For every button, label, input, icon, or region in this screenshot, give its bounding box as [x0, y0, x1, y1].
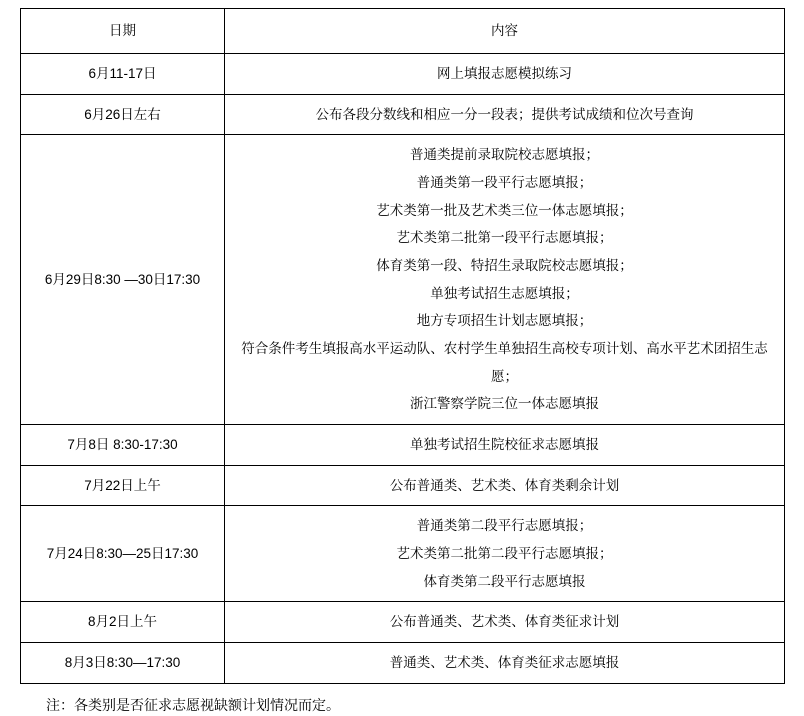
content-line: 公布普通类、艺术类、体育类剩余计划	[389, 477, 620, 493]
table-note: 注：各类别是否征求志愿视缺额计划情况而定。	[46, 696, 340, 713]
content-line: 艺术类第一批及艺术类三位一体志愿填报；	[376, 202, 633, 218]
content-lines	[229, 60, 780, 88]
table-row	[21, 506, 785, 602]
content-line: 公布各段分数线和相应一分一段表；提供考试成绩和位次号查询	[315, 106, 694, 122]
content-line: 体育类第一段、特招生录取院校志愿填报；	[376, 258, 633, 274]
header-content: 内容	[225, 9, 785, 54]
content-line: 艺术类第二批第一段平行志愿填报；	[396, 230, 613, 246]
cell-date: 7月24日8:30—25日17:30	[21, 506, 225, 602]
table-row	[21, 643, 785, 684]
content-line: 单独考试招生志愿填报；	[430, 285, 579, 301]
content-line: 公布普通类、艺术类、体育类征求计划	[389, 614, 620, 630]
content-lines	[229, 649, 780, 677]
content-line: 地方专项招生计划志愿填报；	[416, 313, 593, 329]
header-date: 日期	[21, 9, 225, 54]
content-line: 体育类第二段平行志愿填报	[423, 573, 586, 589]
cell-content	[225, 54, 785, 95]
content-line: 普通类第一段平行志愿填报；	[416, 175, 593, 191]
table-row	[21, 425, 785, 466]
cell-date: 6月26日左右	[21, 94, 225, 135]
table-row	[21, 135, 785, 425]
content-line: 符合条件考生填报高水平运动队、农村学生单独招生高校专项计划、高水平艺术团招生志愿；	[241, 341, 768, 384]
content-lines	[229, 608, 780, 636]
cell-date: 8月2日上午	[21, 602, 225, 643]
content-lines	[229, 101, 780, 129]
cell-content	[225, 506, 785, 602]
cell-content	[225, 602, 785, 643]
cell-date: 6月29日8:30 —30日17:30	[21, 135, 225, 425]
table-row	[21, 602, 785, 643]
cell-content	[225, 643, 785, 684]
schedule-table	[20, 8, 785, 684]
content-line: 普通类第二段平行志愿填报；	[416, 518, 593, 534]
cell-date: 6月11-17日	[21, 54, 225, 95]
content-lines	[229, 431, 780, 459]
cell-date: 8月3日8:30—17:30	[21, 643, 225, 684]
table-header-row	[21, 9, 785, 54]
cell-content	[225, 465, 785, 506]
cell-content	[225, 425, 785, 466]
table-row	[21, 465, 785, 506]
content-line: 网上填报志愿模拟练习	[437, 66, 572, 81]
cell-content	[225, 94, 785, 135]
content-line: 普通类、艺术类、体育类征求志愿填报	[389, 655, 620, 671]
content-line: 单独考试招生院校征求志愿填报	[410, 437, 599, 453]
table-body	[21, 54, 785, 684]
content-line: 艺术类第二批第二段平行志愿填报；	[396, 546, 613, 562]
cell-date: 7月22日上午	[21, 465, 225, 506]
cell-date: 7月8日 8:30-17:30	[21, 425, 225, 466]
cell-content	[225, 135, 785, 425]
content-line: 浙江警察学院三位一体志愿填报	[410, 396, 599, 412]
content-lines	[229, 512, 780, 595]
table-header	[21, 9, 785, 54]
table-row	[21, 54, 785, 95]
table-row	[21, 94, 785, 135]
content-lines	[229, 472, 780, 500]
content-line: 普通类提前录取院校志愿填报；	[410, 147, 599, 163]
content-lines	[229, 141, 780, 418]
